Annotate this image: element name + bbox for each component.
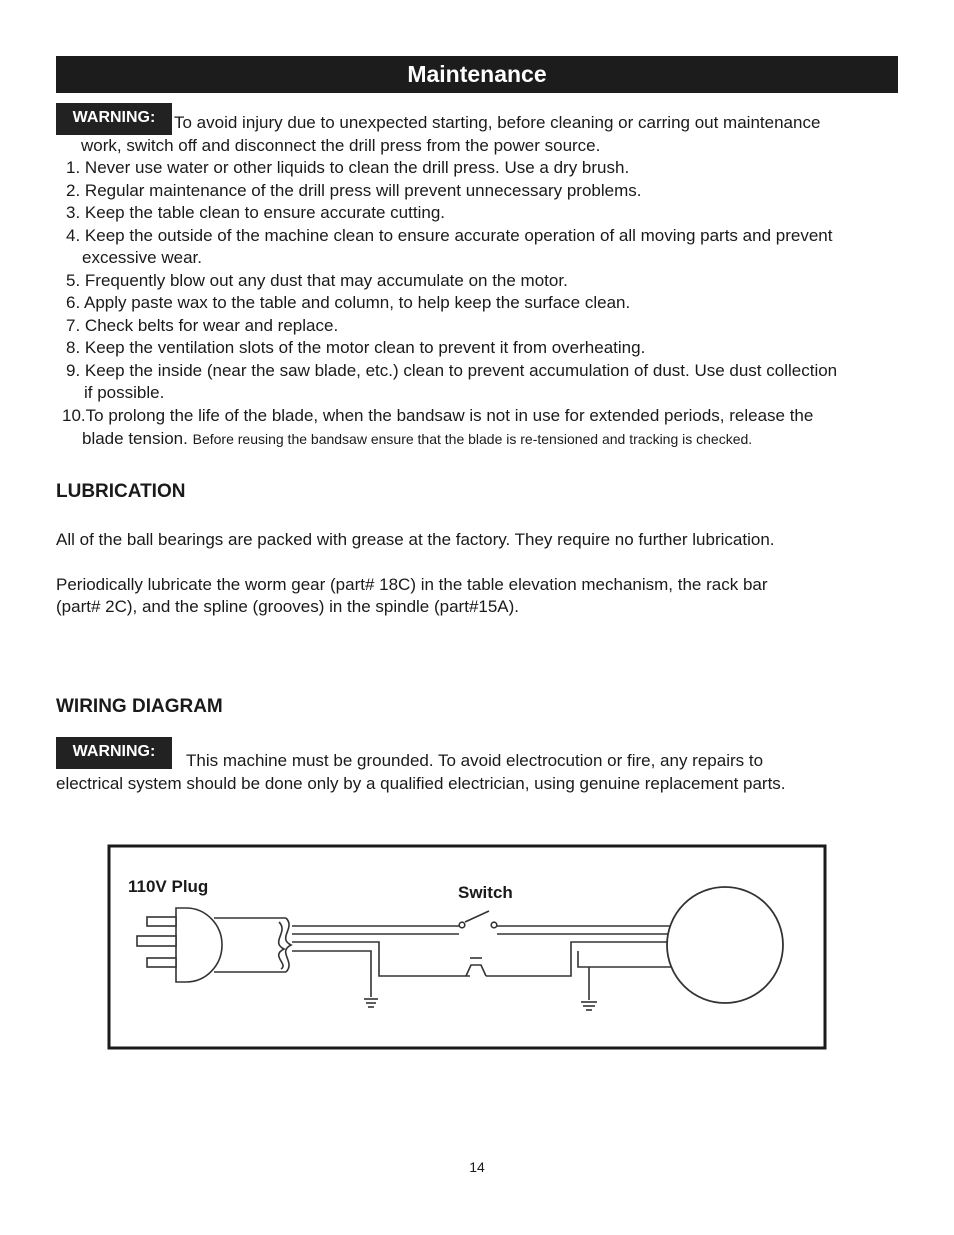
lubrication-paragraph-2-line2: (part# 2C), and the spline (grooves) in the spindle (part#15A). — [56, 597, 520, 616]
lubrication-paragraph-2-line1: Periodically lubricate the worm gear (part# 18C) in the table elevation mechanism, the rack bar — [56, 575, 768, 594]
item-text: Keep the inside (near the saw blade, etc.) clean to prevent accumulation of dust. Use dust collection — [84, 361, 838, 380]
lubrication-heading: LUBRICATION — [56, 481, 186, 502]
item-number: 2. — [66, 181, 81, 200]
circuit-wires — [292, 911, 672, 1010]
item-number: 4. — [66, 226, 81, 245]
item-text: Apply paste wax to the table and column, to help keep the surface clean. — [83, 293, 631, 312]
warning-badge: WARNING: — [56, 103, 172, 135]
item-number: 1. — [66, 158, 81, 177]
item-number: 6. — [66, 293, 81, 312]
motor-icon — [667, 887, 783, 1003]
item-number: 8. — [66, 338, 81, 357]
item-number: 3. — [66, 203, 81, 222]
item-number: 10. — [62, 406, 86, 425]
item-text: Keep the ventilation slots of the motor clean to prevent it from overheating. — [84, 338, 646, 357]
lubrication-paragraph-1: All of the ball bearings are packed with grease at the factory. They require no further lubrication. — [56, 530, 775, 549]
wiring-warning-line1: This machine must be grounded. To avoid electrocution or fire, any repairs to — [186, 751, 764, 770]
wiring-heading: WIRING DIAGRAM — [56, 696, 223, 717]
warning-text-line2: work, switch off and disconnect the drill press from the power source. — [81, 136, 601, 155]
item-text: Check belts for wear and replace. — [84, 316, 339, 335]
item-continuation: excessive wear. — [82, 248, 202, 267]
item-text: To prolong the life of the blade, when the bandsaw is not in use for extended periods, release the — [85, 406, 814, 425]
item-number: 7. — [66, 316, 81, 335]
wiring-warning-line2: electrical system should be done only by a qualified electrician, using genuine replacement parts. — [56, 774, 786, 793]
item-continuation: if possible. — [84, 383, 165, 402]
plug-label: 110V Plug — [128, 877, 209, 896]
item-text: Regular maintenance of the drill press will prevent unnecessary problems. — [84, 181, 642, 200]
item-text: Keep the outside of the machine clean to ensure accurate operation of all moving parts and prevent — [84, 226, 833, 245]
item-text: Keep the table clean to ensure accurate cutting. — [84, 203, 445, 222]
warning-text-line1: To avoid injury due to unexpected starting, before cleaning or carring out maintenance — [174, 113, 821, 132]
item-text: Frequently blow out any dust that may accumulate on the motor. — [84, 271, 568, 290]
switch-label: Switch — [458, 883, 513, 902]
item-number: 9. — [66, 361, 81, 380]
page-title: Maintenance — [56, 56, 898, 93]
item-number: 5. — [66, 271, 81, 290]
page-number: 14 — [469, 1159, 485, 1175]
item-continuation-text: blade tension. — [82, 429, 188, 448]
warning-badge: WARNING: — [56, 737, 172, 769]
item-continuation-note: Before reusing the bandsaw ensure that the blade is re-tensioned and tracking is checked. — [192, 431, 753, 447]
plug-icon — [137, 908, 291, 982]
item-text: Never use water or other liquids to clean the drill press. Use a dry brush. — [84, 158, 630, 177]
